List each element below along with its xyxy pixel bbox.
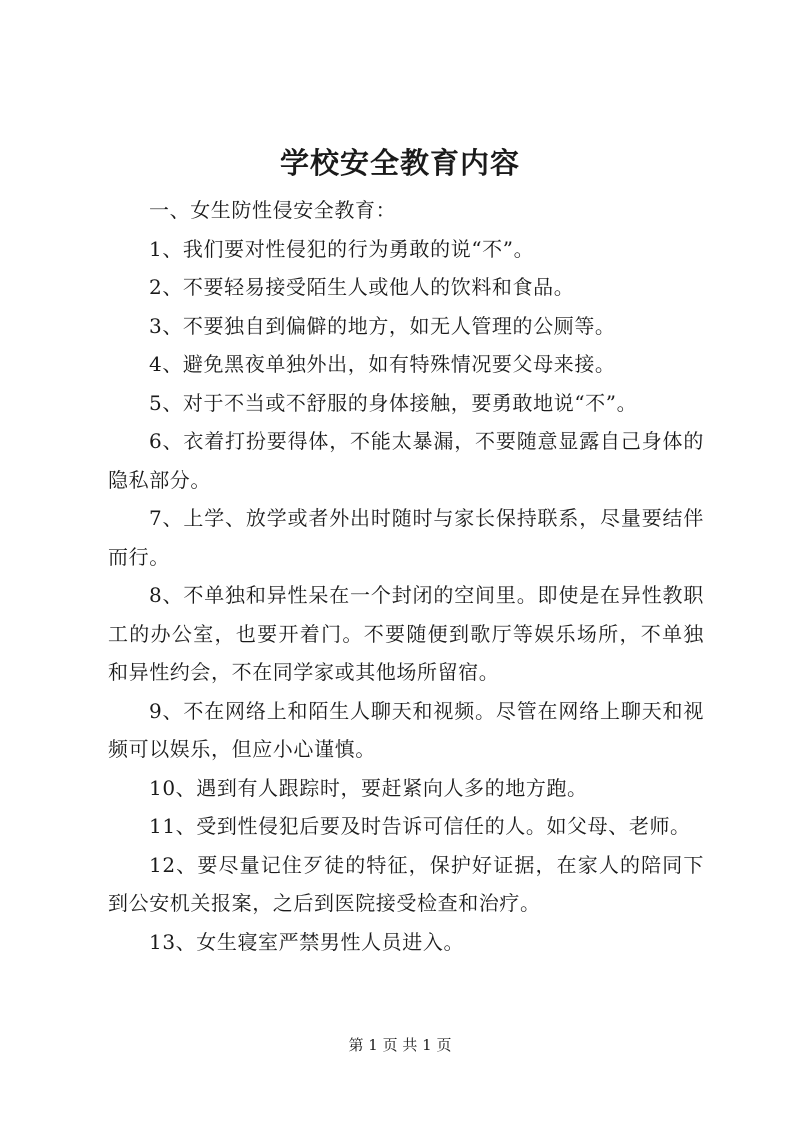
document-body [108, 191, 704, 961]
list-item: 4、避免黑夜单独外出，如有特殊情况要父母来接。 [149, 352, 616, 376]
page-footer: 第 1 页 共 1 页 [348, 1036, 452, 1054]
list-item: 2、不要轻易接受陌生人或他人的饮料和食品。 [149, 275, 575, 299]
list-item: 7、上学、放学或者外出时随时与家长保持联系，尽量要结伴而行。 [108, 506, 704, 569]
list-item: 8、不单独和异性呆在一个封闭的空间里。即使是在异性教职工的办公室，也要开着门。不要随便到歌厅等娱乐场所，不单独和异性约会，不在同学家或其他场所留宿。 [108, 583, 704, 684]
list-item: 11、受到性侵犯后要及时告诉可信任的人。如父母、老师。 [149, 814, 691, 838]
list-item: 3、不要独自到偏僻的地方，如无人管理的公厕等。 [149, 313, 616, 338]
list-item: 5、对于不当或不舒服的身体接触，要勇敢地说“不”。 [149, 390, 638, 415]
list-item: 9、不在网络上和陌生人聊天和视频。尽管在网络上聊天和视频可以娱乐，但应小心谨慎。 [108, 698, 704, 761]
list-item: 10、遇到有人跟踪时，要赶紧向人多的地方跑。 [149, 775, 588, 800]
list-item: 1、我们要对性侵犯的行为勇敢的说“不”。 [149, 236, 535, 261]
document-title: 学校安全教育内容 [279, 146, 520, 180]
list-item: 6、衣着打扮要得体，不能太暴漏，不要随意显露自己身体的隐私部分。 [108, 429, 704, 492]
list-item: 13、女生寝室严禁男性人员进入。 [149, 929, 465, 954]
list-item: 12、要尽量记住歹徒的特征，保护好证据，在家人的陪同下到公安机关报案，之后到医院接受检查和治疗。 [108, 852, 704, 915]
section-heading: 一、女生防性侵安全教育： [149, 198, 397, 222]
